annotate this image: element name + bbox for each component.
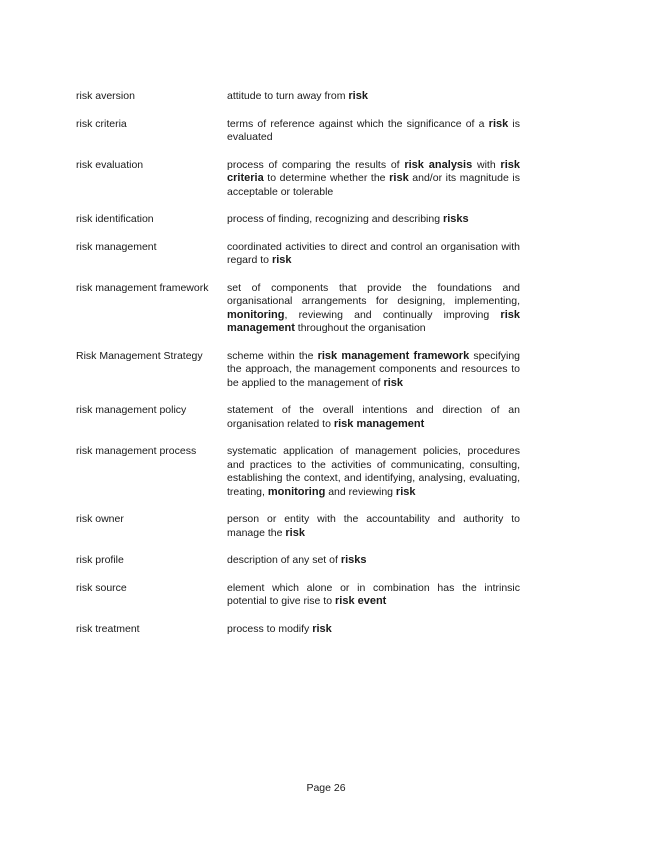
defined-term-reference: risk event [334, 595, 387, 607]
glossary-entry [76, 623, 520, 637]
definition-text: is evaluated [227, 117, 521, 143]
glossary-term: risk management process [76, 445, 197, 457]
defined-term-reference: risk [312, 622, 332, 635]
glossary-term: risk aversion [76, 90, 135, 102]
definition-text: throughout the organisation [294, 322, 426, 334]
glossary-entry [76, 241, 520, 268]
defined-term-reference: risk [285, 526, 305, 539]
glossary-entry [76, 282, 520, 336]
glossary-definition [227, 350, 520, 391]
definition-text: and/or its magnitude is acceptable or tolerable [227, 172, 520, 198]
glossary-term: risk profile [76, 554, 124, 566]
glossary-definition [227, 623, 520, 637]
glossary-entry [76, 513, 520, 540]
definition-text: element which alone or in combination has the intrinsic potential to give rise to [227, 581, 520, 607]
defined-term-reference: risks [442, 213, 469, 225]
glossary-list [76, 90, 520, 650]
glossary-term: risk evaluation [76, 158, 144, 171]
defined-term-reference: monitoring [227, 308, 285, 321]
glossary-entry [76, 213, 520, 227]
defined-term-reference: risk management framework [317, 349, 470, 362]
definition-text: process to modify [227, 622, 313, 635]
definition-text: terms of reference against which the significance of a [227, 117, 489, 130]
definition-text: process of comparing the results of [227, 158, 405, 171]
glossary-term: Risk Management Strategy [76, 349, 203, 362]
glossary-entry [76, 445, 520, 499]
definition-text: systematic application of management policies, procedures and practices to the activities of communicating, consulting, establishing the context, and identifying, analysing, evaluating, treating, [227, 445, 520, 498]
glossary-definition [227, 282, 520, 336]
definition-text: person or entity with the accountability and authority to manage the [227, 513, 520, 539]
defined-term-reference: risk management [333, 417, 425, 430]
glossary-term: risk identification [76, 213, 154, 225]
definition-text: , reviewing and continually improving [284, 308, 501, 321]
definition-text: specifying the approach, the management components and resources to be applied to the management of [227, 349, 521, 389]
glossary-definition [227, 90, 520, 104]
definition-text: statement of the overall intentions and direction of an organisation related to [227, 404, 520, 430]
glossary-definition [227, 213, 520, 227]
glossary-definition [227, 554, 520, 568]
glossary-term: risk management [76, 240, 157, 253]
defined-term-reference: risk criteria [227, 158, 520, 184]
glossary-entry [76, 159, 520, 200]
defined-term-reference: risk [383, 376, 404, 389]
definition-text: process of finding, recognizing and describing [227, 213, 443, 225]
defined-term-reference: risk [395, 485, 416, 498]
defined-term-reference: risk analysis [404, 158, 473, 171]
defined-term-reference: risk [389, 172, 409, 184]
definition-text: set of components that provide the foundations and organisational arrangements for designing, implementing, [227, 281, 520, 307]
definition-text: scheme within the [227, 349, 318, 362]
defined-term-reference: monitoring [267, 485, 326, 498]
glossary-definition [227, 404, 520, 431]
definition-text: attitude to turn away from [227, 90, 349, 102]
glossary-term: risk treatment [76, 622, 140, 635]
definition-text: with [472, 158, 501, 171]
glossary-term: risk owner [76, 513, 124, 525]
glossary-entry [76, 554, 520, 568]
page-number: Page 26 [306, 782, 346, 794]
defined-term-reference: risk management [227, 308, 520, 334]
defined-term-reference: risk [348, 90, 368, 102]
glossary-term: risk management framework [76, 281, 209, 294]
glossary-definition [227, 513, 520, 540]
defined-term-reference: risk [488, 117, 509, 130]
glossary-definition [227, 445, 520, 499]
definition-text: description of any set of [227, 554, 341, 566]
glossary-term: risk source [76, 581, 127, 594]
glossary-entry [76, 90, 520, 104]
glossary-term: risk criteria [76, 117, 127, 130]
glossary-entry [76, 404, 520, 431]
glossary-definition [227, 159, 520, 200]
glossary-entry [76, 118, 520, 145]
defined-term-reference: risks [340, 554, 367, 566]
glossary-definition [227, 118, 520, 145]
glossary-definition [227, 241, 520, 268]
defined-term-reference: risk [271, 254, 292, 266]
glossary-entry [76, 582, 520, 609]
glossary-term: risk management policy [76, 404, 187, 416]
glossary-definition [227, 582, 520, 609]
glossary-entry [76, 350, 520, 391]
definition-text: coordinated activities to direct and control an organisation with regard to [227, 240, 520, 266]
definition-text: and reviewing [325, 485, 396, 498]
definition-text: to determine whether the [263, 172, 390, 184]
